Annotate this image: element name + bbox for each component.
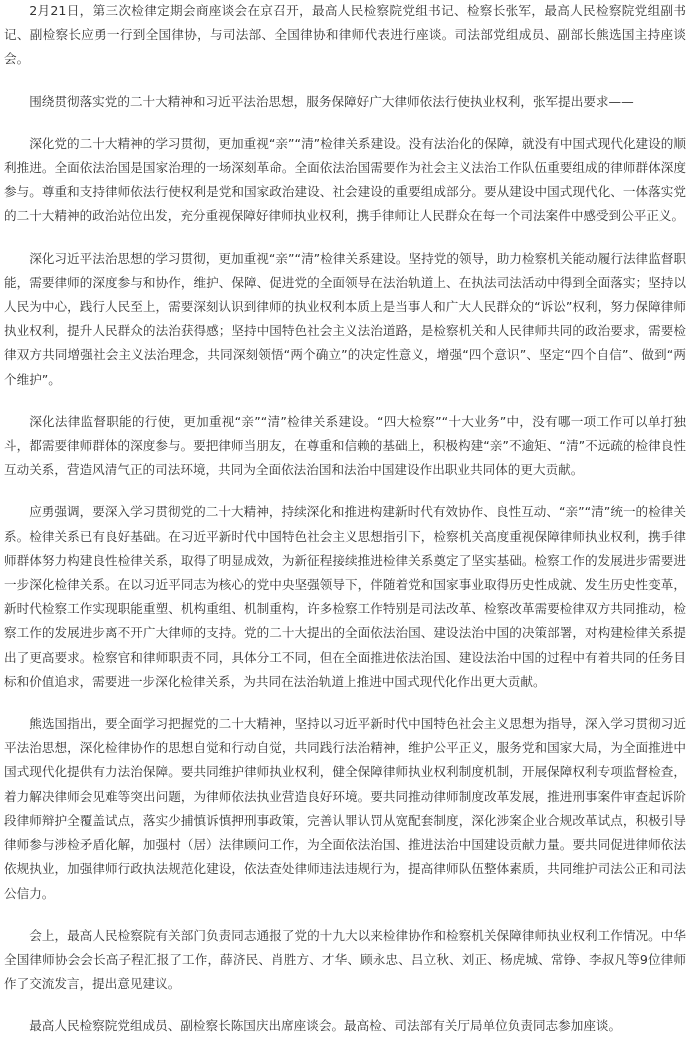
paragraph-attendees: 最高人民检察院党组成员、副检察长陈国庆出席座谈会。最高检、司法部有关厅局单位负责同志参加座谈。	[29, 1018, 622, 1034]
paragraph-rule-of-law-thought: 深化习近平法治思想的学习贯彻，更加重视“亲”“清”检律关系建设。坚持党的领导，助力检察机关能动履行法律监督职能，需要律师的深度参与和协作，维护、保障、促进党的全面领导在法治轨道上、在执法司法活动中得到全面落实；坚持以人民为中心，践行人民至上，需要深刻认识到律师的执业权利本质上是当事人和广大人民群众的“诉讼”权利，努力保障律师执业权利，提升人民群众的法治获得感；坚持中国特色社会主义法治道路，是检察机关和人民律师共同的政治要求，需要检律双方共同增强社会主义法治理念，共同深刻领悟“两个确立”的决定性意义，增强“四个意识”、坚定“四个自信”、做到“两个维护”。	[4, 250, 686, 387]
paragraph-xiong-xuanguo: 熊选国指出，要全面学习把握党的二十大精神，坚持以习近平新时代中国特色社会主义思想为指导，深入学习贯彻习近平法治思想，深化检律协作的思想自觉和行动自觉，共同践行法治精神，维护公平正义，服务党和国家大局，为全面推进中国式现代化提供有力法治保障。要共同维护律师执业权利，健全保障律师执业权利制度机制，开展保障权利专项监督检查，着力解决律师会见难等突出问题，为律师依法执业营造良好环境。要共同推动律师制度改革发展，推进刑事案件审查起诉阶段律师辩护全覆盖试点，落实少捕慎诉慎押刑事政策，完善认罪认罚从宽配套制度，深化涉案企业合规改革试点，积极引导律师参与涉检矛盾化解，加强村（居）法律顾问工作，为全面依法治国、推进法治中国建设贡献力量。要共同促进律师依法依规执业，加强律师行政执法规范化建设，依法查处律师违法违规行为，提高律师队伍整体素质，共同维护司法公正和司法公信力。	[4, 716, 686, 901]
paragraph-intro: 2月21日，第三次检律定期会商座谈会在京召开，最高人民检察院党组书记、检察长张军，最高人民检察院党组副书记、副检察长应勇一行到全国律协，与司法部、全国律协和律师代表进行座谈。司法部党组成员、副部长熊选国主持座谈会。	[4, 3, 686, 67]
paragraph-ying-yong: 应勇强调，要深入学习贯彻党的二十大精神，持续深化和推进构建新时代有效协作、良性互动、“亲”“清”统一的检律关系。检律关系已有良好基础。在习近平新时代中国特色社会主义思想指引下，检察机关高度重视保障律师执业权利，携手律师群体努力构建良性检律关系，取得了明显成效，为新征程接续推进检律关系奠定了坚实基础。检察工作的发展进步需要进一步深化检律关系。在以习近平同志为核心的党中央坚强领导下，伴随着党和国家事业取得历史性成就、发生历史性变革，新时代检察工作实现职能重塑、机构重组、机制重构，许多检察工作特别是司法改革、检察改革需要检律双方共同推动，检察工作的发展进步离不开广大律师的支持。党的二十大提出的全面依法治国、建设法治中国的决策部署，对构建检律关系提出了更高要求。检察官和律师职责不同，具体分工不同，但在全面推进依法治国、建设法治中国的过程中有着共同的任务目标和价值追求，需要进一步深化检律关系，为共同在法治轨道上推进中国式现代化作出更大贡献。	[4, 504, 686, 689]
paragraph-lead: 围绕贯彻落实党的二十大精神和习近平法治思想，服务保障好广大律师依法行使执业权利，张军提出要求——	[29, 93, 634, 109]
paragraph-legal-supervision: 深化法律监督职能的行使，更加重视“亲”“清”检律关系建设。“四大检察”“十大业务”中，没有哪一项工作可以单打独斗，都需要律师群体的深度参与。要把律师当朋友，在尊重和信赖的基础上，积极构建“亲”不逾矩、“清”不远疏的检律良性互动关系，营造风清气正的司法环境，共同为全面依法治国和法治中国建设作出职业共同体的更大贡献。	[4, 413, 686, 478]
paragraph-meeting: 会上，最高人民检察院有关部门负责同志通报了党的十九大以来检律协作和检察机关保障律师执业权利工作情况。中华全国律师协会会长高子程汇报了工作，薛济民、肖胜方、才华、顾永忠、吕立秋、刘正、杨虎城、常铮、李叔凡等9位律师作了交流发言，提出意见建议。	[4, 927, 686, 992]
paragraph-twentieth-congress: 深化党的二十大精神的学习贯彻，更加重视“亲”“清”检律关系建设。没有法治化的保障，就没有中国式现代化建设的顺利推进。全面依法治国是国家治理的一场深刻革命。全面依法治国需要作为社会主义法治工作队伍重要组成的律师群体深度参与。尊重和支持律师依法行使权利是党和国家政治建设、社会建设的重要组成部分。要从建设中国式现代化、一体落实党的二十大精神的政治站位出发，充分重视保障好律师执业权利，携手律师让人民群众在每一个司法案件中感受到公平正义。	[4, 135, 686, 224]
